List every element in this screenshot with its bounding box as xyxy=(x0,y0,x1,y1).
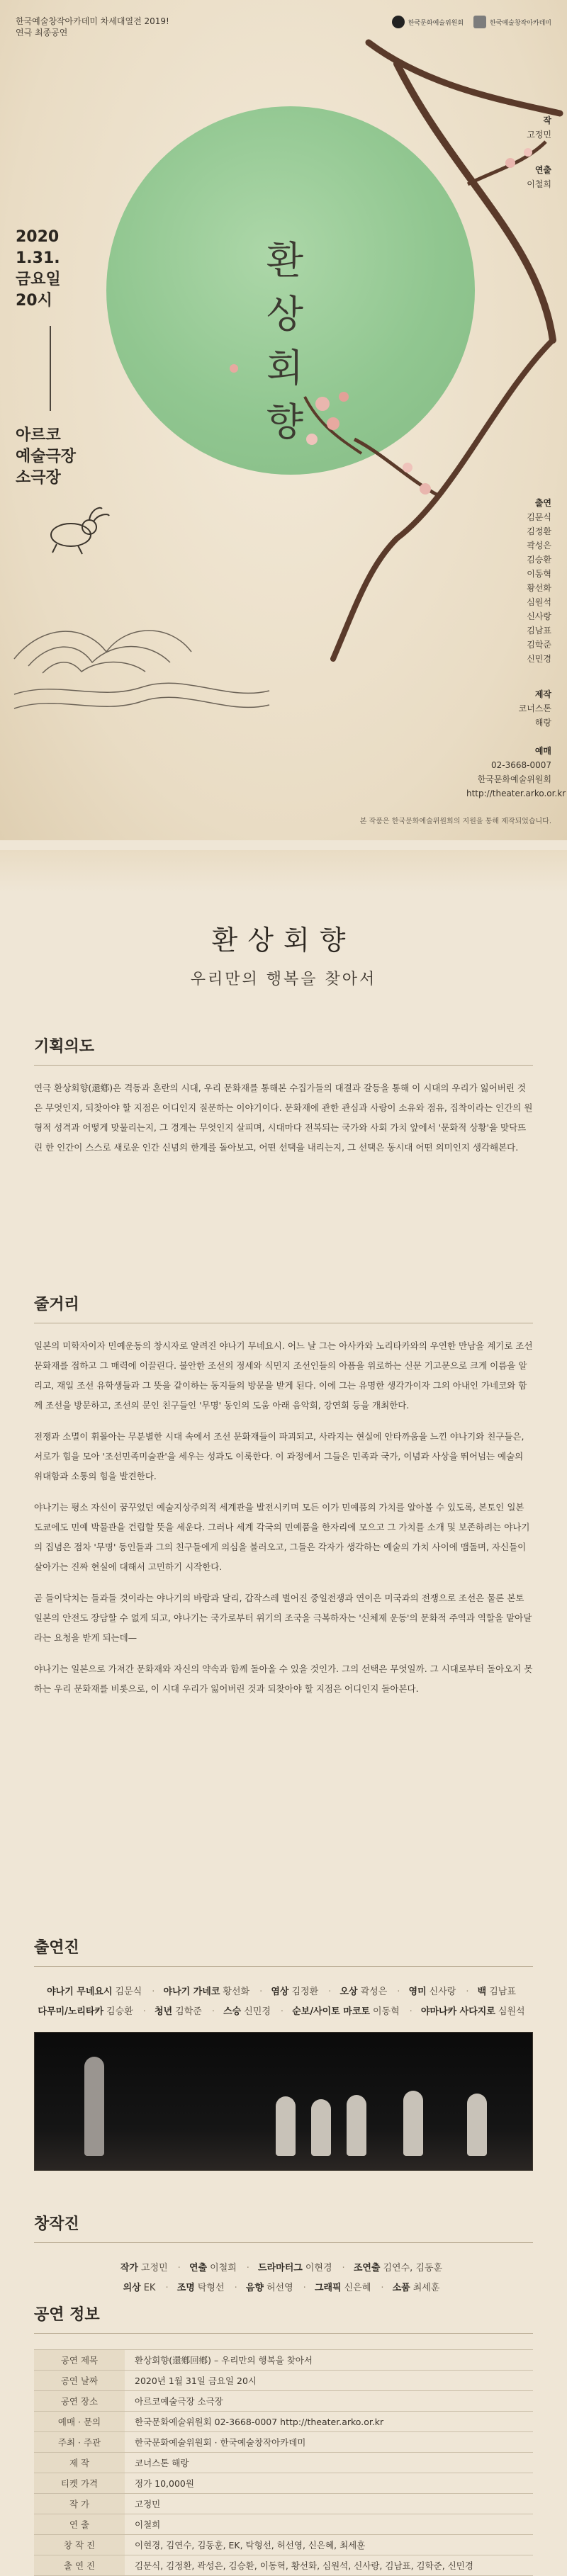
info-value: 이현경, 김연수, 김동훈, EK, 탁형선, 허선영, 신은혜, 최세훈 xyxy=(125,2535,533,2555)
actor-figure xyxy=(467,2094,487,2156)
cast-name: 곽성은 xyxy=(527,541,551,550)
info-key: 공연 제목 xyxy=(34,2350,125,2371)
cast-actor: 김남표 xyxy=(489,1987,516,1997)
cast-name: 김정환 xyxy=(527,526,551,536)
creative-role: 드라마터그 xyxy=(258,2263,303,2273)
page-title: 환상회향 xyxy=(211,925,356,956)
poster-title xyxy=(264,234,306,449)
cast-role: 청년 xyxy=(155,2006,173,2017)
info-row xyxy=(34,2453,533,2473)
synopsis-paragraph: 야나기는 일본으로 가져간 문화재와 자신의 약속과 함께 돌아올 수 있을 것인가. 그의 선택은 무엇일까. 그 시대로부터 돌아오지 못하는 우리 문화재를 비롯으로, 이 시대 우리가 잃어버린 것과 되찾아야 할 지점은 어디인지 돌아본다. xyxy=(34,1663,533,1694)
cast-actor: 김승환 xyxy=(106,2006,133,2017)
venue-line: 소극장 xyxy=(16,469,61,487)
wave-pattern xyxy=(14,631,269,708)
cast-role: 염상 xyxy=(271,1987,289,1997)
creative-list xyxy=(34,2259,533,2298)
cast-actor: 심원석 xyxy=(498,2006,525,2017)
info-value: 정가 10,000원 xyxy=(125,2473,533,2494)
info-row xyxy=(34,2535,533,2555)
creative-role: 작가 xyxy=(120,2263,138,2273)
producer-name: 코너스톤 xyxy=(518,704,551,713)
info-value: 코너스톤 해랑 xyxy=(125,2453,533,2473)
cast-role: 야나기 가네코 xyxy=(163,1987,220,1997)
creative-section xyxy=(34,2212,533,2298)
cast-role: 영미 xyxy=(408,1987,427,1997)
planning-text: 연극 환상회향(還鄕)은 격동과 혼란의 시대, 우리 문화재를 통해본 수집가들의 대결과 갈등을 통해 이 시대의 우리가 잃어버린 것은 무엇인지, 되찾아야 할 지점은 어디인지 질문하는 이야기이다. 문화재에 관한 관심과 사랑이 소유와 점유, 집착이라는 인간의 원형적 성격과 어떻게 맞물리는지, 그 경계는 무엇인지 살피며, 시대마다 전복되는 국가와 사회 가치 앞에서 '문화적 상황'을 맞닥뜨린 한 인간이 스스로 새로운 인간 신념의 한계를 돌아보고, 어떤 선택을 내리는지, 그 선택은 동시대 어떤 의미인지 생각해본다. xyxy=(34,1083,533,1153)
creative-person: 탁형선 xyxy=(197,2283,225,2293)
cast-actor: 신민경 xyxy=(244,2006,271,2017)
poster-sub-line1: 한국예술창작아카데미 차세대열전 2019! xyxy=(16,16,169,26)
info-value: 김문식, 김정환, 곽성은, 김승환, 이동혁, 황선화, 심원석, 신사랑, 김남표, 김학준, 신민경 xyxy=(125,2555,533,2576)
poster-date xyxy=(16,227,61,312)
page-subtitle: 우리만의 행복을 찾아서 xyxy=(190,971,377,988)
info-row xyxy=(34,2391,533,2412)
cast-row: 야나기 무네요시 김문식 · 야나기 가네코 황선화 · 염상 김정환 · 오상 곽성은 · 영미 신사랑 · 백 김남표 xyxy=(47,1987,516,1997)
poster-fade xyxy=(0,850,567,893)
arko-logo-text: 한국문화예술위원회 xyxy=(408,19,464,27)
synopsis-paragraph: 일본의 미학자이자 민예운동의 창시자로 알려진 야나기 무네요시. 어느 날 그는 아사카와 노리타카와의 우연한 만남을 계기로 조선 문화재를 접하고 그 매력에 이끌린다. 불안한 조선의 정세와 식민지 조선인들의 아픔을 위로하는 신문 기고문으로 크게 이름을 알리고, 재일 조선 유학생들과 그 뜻을 같이하는 동지들의 방문을 받게 된다. 이에 그는 유명한 생각가이자 그의 아내인 가네코와 함께 조선을 방문하고, 조선의 문인 친구들인 '무명' 동인의 도움 아래 음악회, 강연회 등을 개최한다. xyxy=(34,1340,533,1411)
info-row xyxy=(34,2350,533,2371)
cast-role: 백 xyxy=(477,1987,487,1997)
cast-section xyxy=(34,1936,533,2022)
booking-url[interactable]: http://theater.arko.or.kr xyxy=(466,789,566,798)
cast-actor: 곽성은 xyxy=(360,1987,388,1997)
cast-role: 야나기 무네요시 xyxy=(47,1987,113,1997)
cast-actor: 김학준 xyxy=(175,2006,202,2017)
creative-role: 조연출 xyxy=(353,2263,381,2273)
info-key: 티켓 가격 xyxy=(34,2473,125,2494)
info-row xyxy=(34,2412,533,2432)
info-value: 환상회향(還鄕回鄕) – 우리만의 행복을 찾아서 xyxy=(125,2350,533,2371)
creative-person: 이현경 xyxy=(305,2263,332,2273)
cast-row: 다무미/노리타카 김승환 · 청년 김학준 · 스승 신민경 · 순보/사이토 마코토 이동혁 · 야마나카 사다지로 심원석 xyxy=(38,2006,525,2017)
info-row xyxy=(34,2371,533,2391)
title-char: 환 xyxy=(266,238,304,283)
poster-cast xyxy=(466,496,551,666)
info-value: 2020년 1월 31일 금요일 20시 xyxy=(125,2371,533,2391)
cast-actor: 황선화 xyxy=(223,1987,250,1997)
creative-role: 의상 xyxy=(123,2283,141,2293)
info-key: 작 가 xyxy=(34,2494,125,2514)
actor-figure xyxy=(84,2057,104,2156)
actor-figure xyxy=(403,2091,423,2156)
info-row xyxy=(34,2473,533,2494)
info-row xyxy=(34,2494,533,2514)
poster-director xyxy=(466,163,551,191)
creative-person: 허선영 xyxy=(266,2283,293,2293)
creative-person: 최세훈 xyxy=(412,2283,440,2293)
poster-writer xyxy=(466,113,551,142)
cast-actor: 김정환 xyxy=(291,1987,319,1997)
cast-name: 심원석 xyxy=(527,597,551,607)
cast-name: 신민경 xyxy=(527,654,551,664)
cast-actor: 신사랑 xyxy=(429,1987,456,1997)
synopsis-section xyxy=(34,1292,533,1710)
synopsis-paragraph: 야나기는 평소 자신이 꿈꾸었던 예술지상주의적 세계관을 발전시키며 모든 이가 민예품의 가치를 알아볼 수 있도록, 본토인 일본 도쿄에도 민예 박물관을 건립할 뜻을 세운다. 그러나 세계 각국의 민예품을 한자리에 모으고 그 가치를 소개 및 보존하려는 야나기의 집념은 점차 '무명' 동인들과 그의 친구들에게 의심을 불러오고, 그들은 각자가 생각하는 예술의 가치 사이에 맴돌며, 자신들이 살아가는 진짜 현실에 대해서 고민하기 시작한다. xyxy=(34,1502,530,1572)
actor-figure xyxy=(347,2095,366,2156)
creative-role: 조명 xyxy=(176,2283,195,2293)
poster xyxy=(0,0,567,840)
title-char: 회 xyxy=(266,346,304,390)
date-line: 1.31. xyxy=(16,249,60,267)
synopsis-paragraph: 전쟁과 소멸이 휘몰아는 무분별한 시대 속에서 조선 문화재들이 파괴되고, 사라지는 현실에 안타까움을 느낀 야나기와 친구들은, 서로가 힘을 모아 '조선민족미술관'을 세우는 성과도 이룩한다. 이 과정에서 그들은 민족과 국가, 이념과 사상을 뛰어넘는 예술의 위대함과 소통의 힘을 발견한다. xyxy=(34,1431,524,1481)
planning-section xyxy=(34,1034,533,1169)
synopsis-heading: 줄거리 xyxy=(34,1292,533,1323)
cast-name: 김승환 xyxy=(527,555,551,565)
cast-role: 야마나카 사다지로 xyxy=(420,2006,495,2017)
rehearsal-photo xyxy=(34,2032,533,2171)
creative-person: 고정민 xyxy=(140,2263,168,2273)
poster-sub-line2: 연극 최종공연 xyxy=(16,28,68,38)
creative-role: 소품 xyxy=(392,2283,410,2293)
creative-heading: 창작진 xyxy=(34,2212,533,2243)
creative-role: 연출 xyxy=(189,2263,208,2273)
date-line: 20시 xyxy=(16,292,52,310)
synopsis-paragraph: 곧 들이닥치는 들과들 것이라는 야나기의 바람과 달리, 갑작스레 벌어진 중일전쟁과 연이은 미국과의 전쟁으로 조선은 물론 본토 일본의 안전도 장담할 수 없게 되고, 야나기는 국가로부터 위기의 조국을 극복하자는 '신체제 운동'의 문화적 주역과 역할을 맡아달라는 요청을 받게 되는데— xyxy=(34,1593,532,1643)
date-divider xyxy=(50,326,51,411)
creative-person: 김연수, 김동훈 xyxy=(383,2263,443,2273)
info-heading: 공연 정보 xyxy=(34,2303,533,2334)
cast-name: 황선화 xyxy=(527,583,551,593)
page-header xyxy=(99,918,468,989)
producer-label: 제작 xyxy=(534,689,551,699)
info-key: 제 작 xyxy=(34,2453,125,2473)
director-label: 연출 xyxy=(534,165,551,175)
cast-name: 김학준 xyxy=(527,640,551,650)
synopsis-body xyxy=(34,1336,533,1699)
cast-role: 오상 xyxy=(339,1987,358,1997)
info-key: 공연 장소 xyxy=(34,2391,125,2412)
writer-label: 작 xyxy=(543,115,551,125)
cast-list xyxy=(34,1982,533,2022)
info-row xyxy=(34,2432,533,2453)
producer-sub: 해랑 xyxy=(534,718,551,728)
booking-phone: 02-3668-0007 xyxy=(490,760,551,770)
booking-label: 예매 xyxy=(534,746,551,756)
cast-label: 출연 xyxy=(534,498,551,508)
cast-name: 김남표 xyxy=(527,626,551,635)
cast-role: 순보/사이토 마코토 xyxy=(292,2006,370,2017)
title-char: 상 xyxy=(266,292,304,337)
cast-name: 신사랑 xyxy=(527,611,551,621)
creative-role: 그래픽 xyxy=(314,2283,342,2293)
venue-line: 예술극장 xyxy=(16,448,77,465)
info-row xyxy=(34,2555,533,2576)
poster-producer xyxy=(466,687,551,730)
poster-footnote: 본 작품은 한국문화예술위원회의 지원을 통해 제작되었습니다. xyxy=(359,818,551,825)
title-char: 향 xyxy=(266,400,304,444)
info-key: 연 출 xyxy=(34,2514,125,2535)
cast-name: 이동혁 xyxy=(527,569,551,579)
cast-actor: 김문식 xyxy=(115,1987,142,1997)
cast-name: 김문식 xyxy=(527,512,551,522)
poster-venue xyxy=(16,425,76,489)
actor-figure xyxy=(311,2099,331,2156)
director-name: 이철희 xyxy=(527,179,551,189)
venue-line: 아르코 xyxy=(16,426,61,444)
date-line: 2020 xyxy=(16,228,60,246)
rabbit-icon xyxy=(51,508,109,554)
planning-body xyxy=(34,1078,533,1158)
info-key: 주최 · 주관 xyxy=(34,2432,125,2453)
creative-person: 신은혜 xyxy=(344,2283,371,2293)
creative-role: 음향 xyxy=(245,2283,264,2293)
cast-heading: 출연진 xyxy=(34,1936,533,1967)
creative-row: 의상 EK · 조명 탁형선 · 음향 허선영 · 그래픽 신은혜 · 소품 최세훈 xyxy=(123,2283,440,2293)
creative-person: 이철희 xyxy=(210,2263,237,2273)
cast-actor: 이동혁 xyxy=(372,2006,400,2017)
writer-name: 고정민 xyxy=(527,130,551,140)
academy-logo-text: 한국예술창작아카데미 xyxy=(490,19,551,27)
cast-role: 다무미/노리타카 xyxy=(38,2006,104,2017)
creative-row: 작가 고정민 · 연출 이철희 · 드라마터그 이현경 · 조연출 김연수, 김동훈 xyxy=(120,2263,443,2273)
info-value: 한국문화예술위원회 · 한국예술창작아카데미 xyxy=(125,2432,533,2453)
cast-role: 스승 xyxy=(223,2006,242,2017)
info-section xyxy=(34,2303,533,2576)
date-line: 금요일 xyxy=(16,271,61,288)
info-key: 출 연 진 xyxy=(34,2555,125,2576)
info-value: 고정민 xyxy=(125,2494,533,2514)
booking-org: 한국문화예술위원회 xyxy=(477,774,551,784)
info-key: 창 작 진 xyxy=(34,2535,125,2555)
actor-figure xyxy=(276,2096,296,2156)
info-key: 공연 날짜 xyxy=(34,2371,125,2391)
info-table xyxy=(34,2349,533,2576)
creative-person: EK xyxy=(143,2283,156,2293)
info-value: 한국문화예술위원회 02-3668-0007 http://theater.arko.or.kr xyxy=(125,2412,533,2432)
info-value: 아르코예술극장 소극장 xyxy=(125,2391,533,2412)
info-row xyxy=(34,2514,533,2535)
info-value: 이철희 xyxy=(125,2514,533,2535)
planning-heading: 기획의도 xyxy=(34,1034,533,1066)
info-key: 예매 · 문의 xyxy=(34,2412,125,2432)
poster-booking xyxy=(466,744,566,801)
